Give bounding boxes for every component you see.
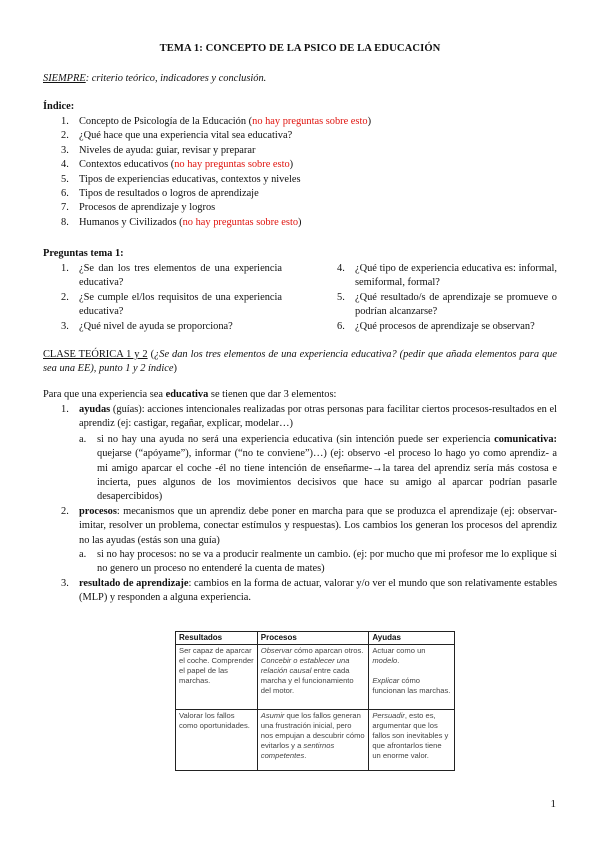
table-cell: Valorar los fallos como oportunidades.	[176, 710, 258, 771]
table-header-row	[176, 632, 455, 645]
element-subitem: a. si no hay una ayuda no será una experiencia educativa (sin intención puede ser experiencia comunicativa: quejarse (“apóyame”), informar (“no te conviene”)…) (ej: observo -el proceso lo hago yo como aprendiz- a mi amigo aparcar el coche -él no tiene intención de enseñarme-→la tarea del aprendiz sería más costosa e incierta, pues algunos de los movimientos decisivos que hace su amigo al aparcar podrían pasarle desapercibidos)	[79, 433, 557, 503]
index-item: 2. ¿Qué hace que una experiencia vital sea educativa?	[61, 130, 293, 142]
question-item: 1. ¿Se dan los tres elementos de una experiencia educativa?	[61, 263, 282, 289]
question-item: 3. ¿Qué nivel de ayuda se proporciona?	[61, 320, 233, 332]
elements-list	[61, 403, 557, 606]
table-row	[176, 710, 455, 771]
table-cell: Observar cómo aparcan otros. Concebir o establecer una relación causal entre cada marcha y el funcionamiento del motor.	[257, 645, 369, 710]
table-row	[176, 645, 455, 710]
table-cell: Asumir que los fallos generan una frustración inicial, pero nos empujan a descubrir cómo evitarlos y a sentirnos competentes.	[257, 710, 369, 771]
question-item: 6. ¿Qué procesos de aprendizaje se observan?	[337, 320, 535, 332]
table-header: Resultados	[176, 632, 258, 645]
table-cell: Ser capaz de aparcar el coche. Comprender el papel de las marchas.	[176, 645, 258, 710]
subtitle-label: SIEMPRE	[43, 73, 86, 84]
table-header: Ayudas	[369, 632, 455, 645]
questions-heading: Preguntas tema 1:	[43, 248, 124, 259]
index-item: 8. Humanos y Civilizados (no hay preguntas sobre esto)	[61, 216, 302, 228]
table-cell: Actuar como un modelo. Explicar cómo funcionan las marchas.	[369, 645, 455, 710]
index-item: 7. Procesos de aprendizaje y logros	[61, 202, 216, 214]
index-item: 1. Concepto de Psicología de la Educación (no hay preguntas sobre esto)	[61, 116, 372, 127]
index-list	[61, 115, 541, 230]
subtitle-text: : criterio teórico, indicadores y conclusión.	[85, 73, 267, 84]
element-item: 2. procesos: mecanismos que un aprendiz debe poner en marcha para que se produzca el aprendizaje (ej: observar-imitar, resolver un problema, conectar estímulos y respuestas). Los cambios los generan los procesos del aprendiz no las ayudas (estás son una guía)	[61, 505, 557, 546]
learning-table	[175, 631, 455, 771]
table-header: Procesos	[257, 632, 369, 645]
question-item: 2. ¿Se cumple el/los requisitos de una experiencia educativa?	[61, 291, 282, 318]
index-item: 3. Niveles de ayuda: guiar, revisar y preparar	[61, 144, 256, 156]
element-item: 1. ayudas (guías): acciones intencionales realizadas por otras personas para facilitar ciertos procesos-resultados en el aprendiz (ej: castigar, regañar, explicar, modelar…)	[61, 404, 557, 430]
page-title: TEMA 1: CONCEPTO DE LA PSICO DE LA EDUCACIÓN	[159, 43, 441, 54]
questions-left	[61, 262, 282, 334]
clase-heading: CLASE TEÓRICA 1 y 2 (¿Se dan los tres elementos de una experiencia educativa? (pedir que añada elementos para que sea una EE), punto 1 y 2 índice)	[43, 349, 557, 375]
index-item: 6. Tipos de resultados o logros de aprendizaje	[61, 188, 259, 200]
intro-line: Para que una experiencia sea educativa se tienen que dar 3 elementos:	[43, 389, 337, 400]
index-item: 5. Tipos de experiencias educativas, contextos y niveles	[61, 173, 301, 185]
table-cell: Persuadir, esto es, argumentar que los fallos son inevitables y que afrontarlos tiene un enorme valor.	[369, 710, 455, 771]
index-heading: Índice:	[43, 101, 75, 112]
subtitle	[43, 72, 266, 86]
question-item: 4. ¿Qué tipo de experiencia educativa es: informal, semiformal, formal?	[337, 263, 557, 289]
element-item: 3. resultado de aprendizaje: cambios en la forma de actuar, valorar y/o ver el mundo que son relativamente estables (MLP) y responden a alguna experiencia.	[61, 577, 557, 604]
index-item: 4. Contextos educativos (no hay preguntas sobre esto)	[61, 159, 294, 171]
element-subitem: a. si no hay procesos: no se va a producir realmente un cambio. (ej: por mucho que mi profesor me lo explique si no genero un proceso no entenderé la cuenta de mates)	[79, 549, 557, 575]
questions-right	[337, 262, 557, 334]
page-number: 1	[550, 798, 556, 810]
question-item: 5. ¿Qué resultado/s de aprendizaje se promueve o podrían alcanzarse?	[337, 291, 557, 318]
